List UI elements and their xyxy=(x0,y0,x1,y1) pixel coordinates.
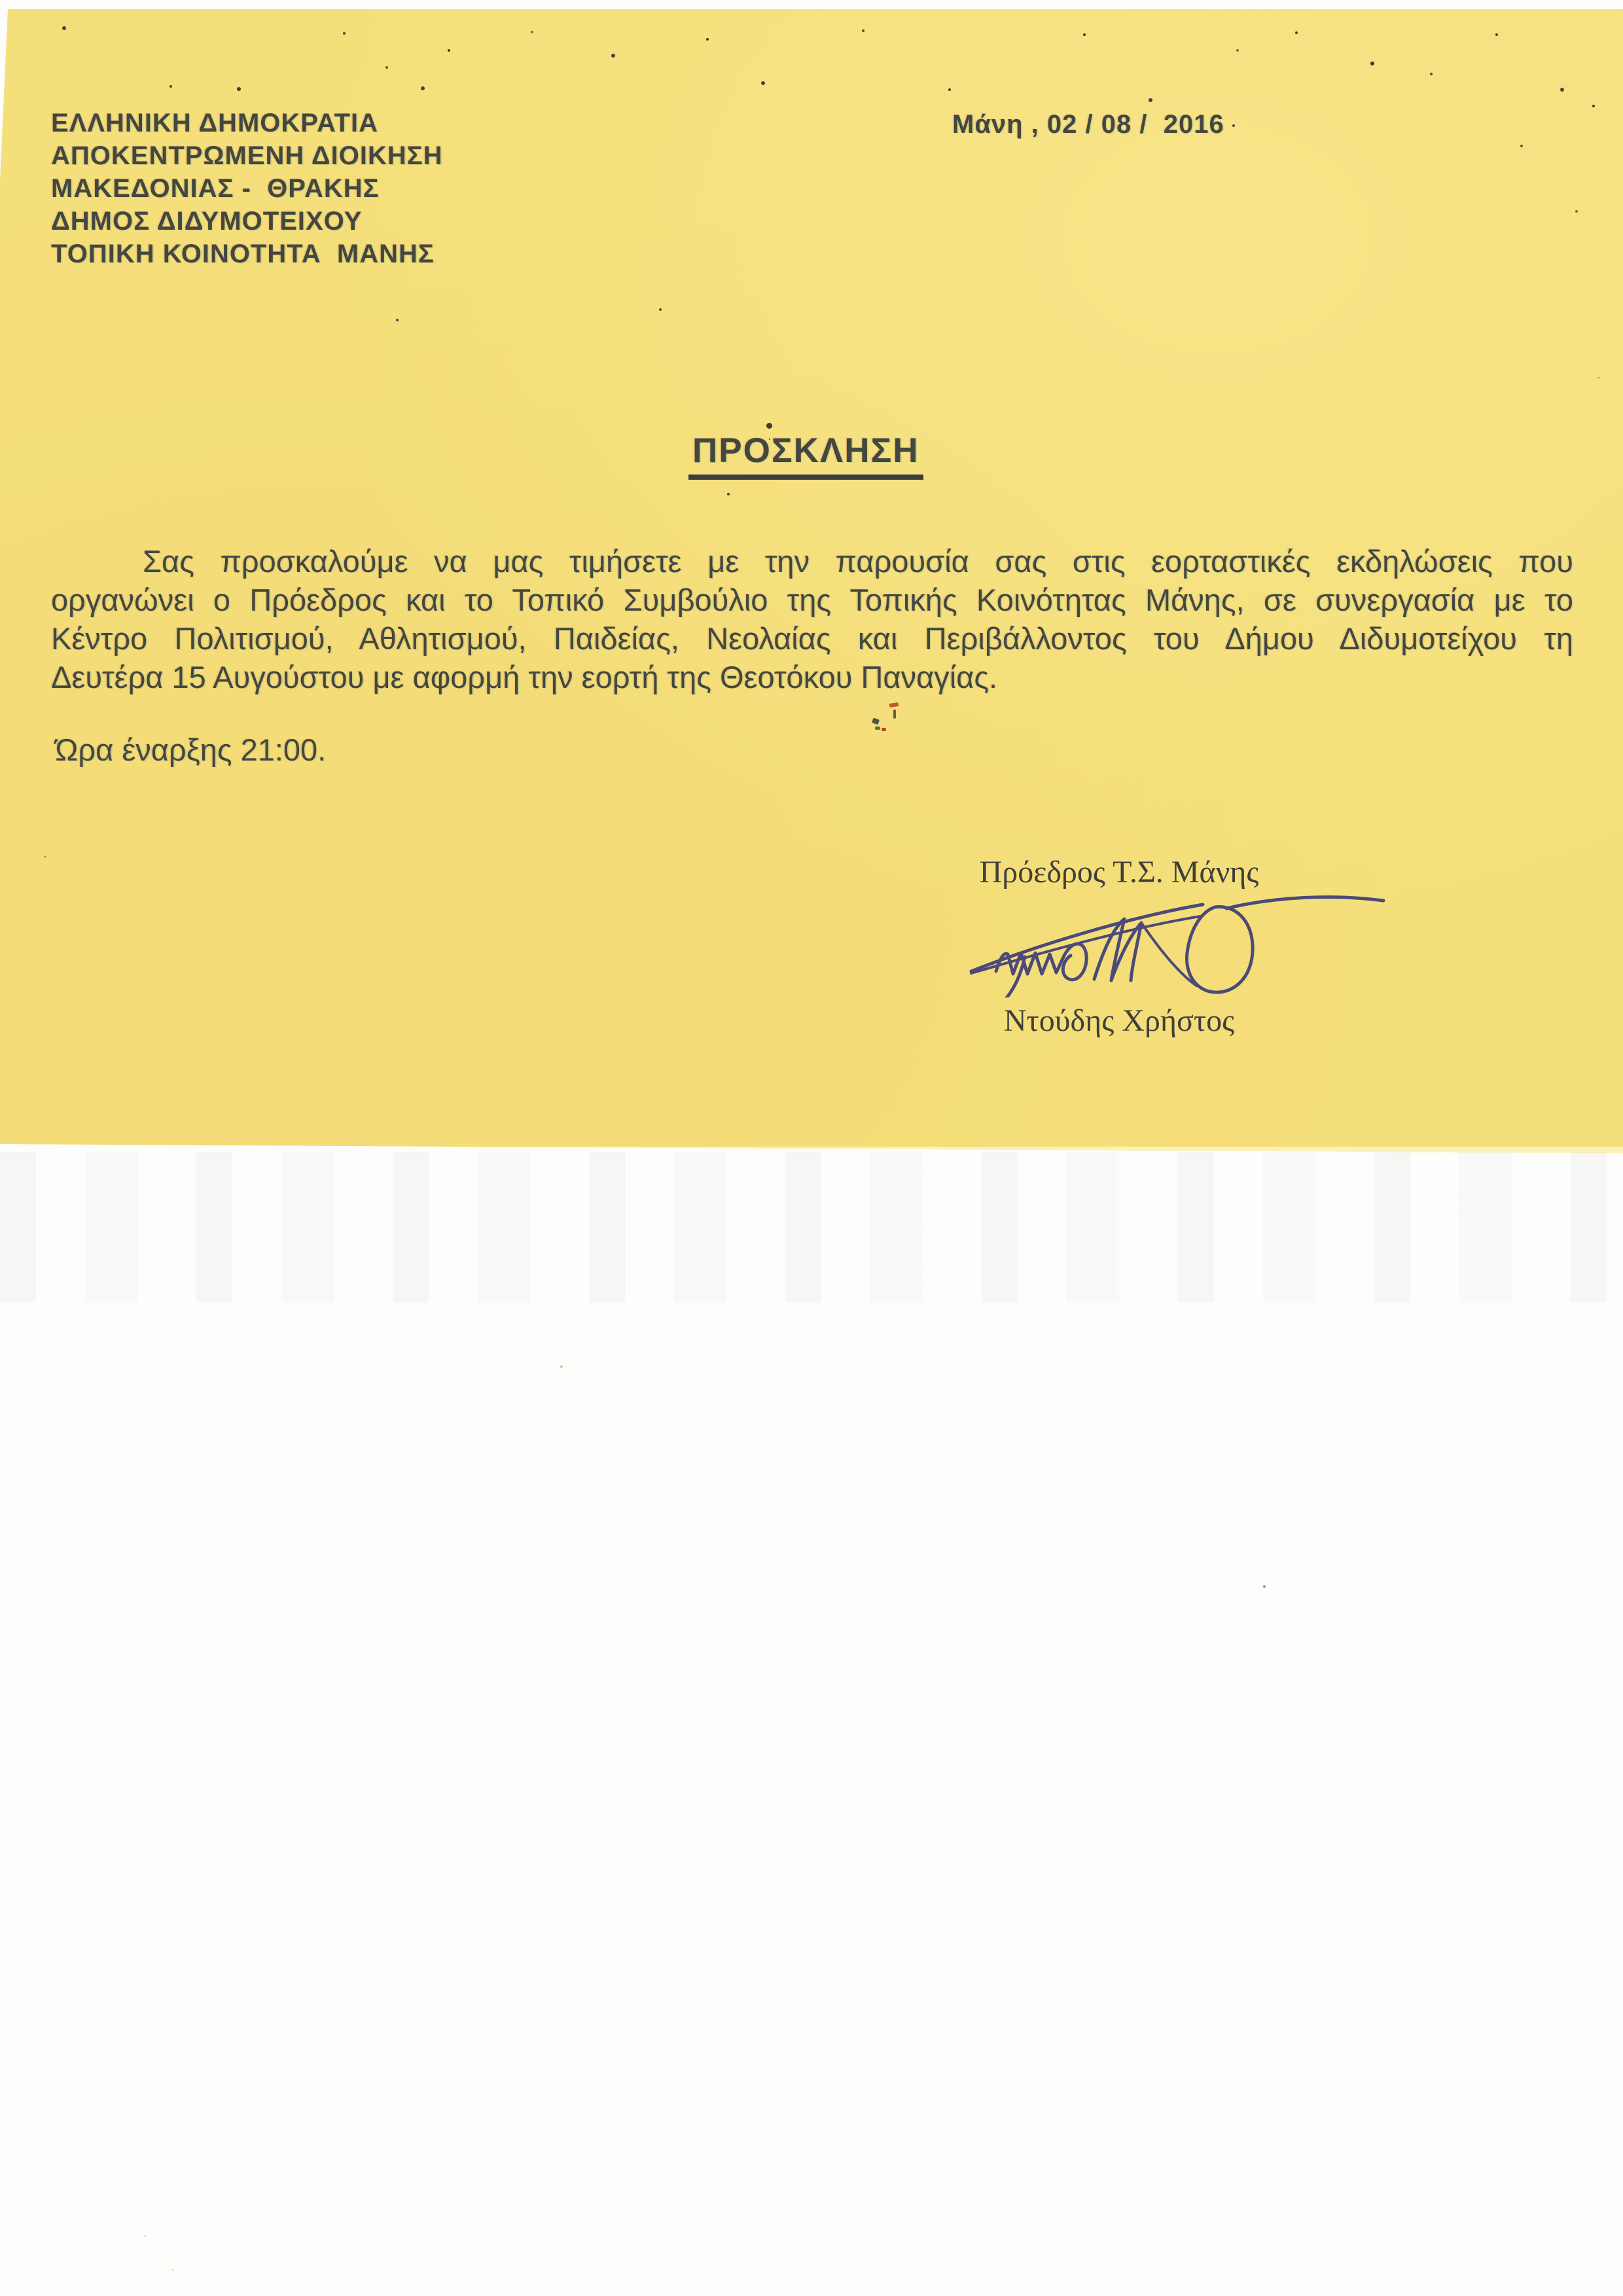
scan-noise xyxy=(560,1365,563,1368)
letterhead-line-municipality: ΔΗΜΟΣ ΔΙΔΥΜΟΤΕΙΧΟΥ xyxy=(51,207,363,236)
scan-speck xyxy=(766,423,772,429)
time-note: Ώρα έναρξης 21:00. xyxy=(55,732,327,767)
letterhead-line-community: ΤΟΠΙΚΗ ΚΟΙΝΟΤΗΤΑ ΜΑΝΗΣ xyxy=(51,240,435,268)
signature-scribble-icon xyxy=(962,888,1387,997)
letterhead-line-republic: ΕΛΛΗΝΙΚΗ ΔΗΜΟΚΡΑΤΙΑ xyxy=(51,109,378,137)
letter-title: ΠΡΟΣΚΛΗΣΗ xyxy=(688,431,923,480)
body-line: Κέντρο Πολιτισμού, Αθλητισμού, Παιδείας, Νεολαίας και Περιβάλλοντος του Δήμου Διδυμοτείχου τη xyxy=(51,621,1573,656)
body-paragraph xyxy=(51,542,1573,696)
letterhead xyxy=(51,107,443,270)
dateline: Μάνη , 02 / 08 / 2016 xyxy=(952,110,1224,139)
letterhead-line-region: ΜΑΚΕΔΟΝΙΑΣ - ΘΡΑΚΗΣ xyxy=(51,174,380,203)
signature-name: Ντούδης Χρήστος xyxy=(1003,1003,1235,1038)
body-line: Δευτέρα 15 Αυγούστου με αφορμή την εορτή της Θεοτόκου Παναγίας. xyxy=(51,660,998,694)
body-line: Σας προσκαλούμε να μας τιμήσετε με την παρουσία σας στις εορταστικές εκδηλώσεις που xyxy=(143,544,1573,579)
body-line: οργανώνει ο Πρόεδρος και το Τοπικό Συμβούλιο της Τοπικής Κοινότητας Μάνης, σε συνεργασία με το xyxy=(51,583,1573,617)
scanner-streaks xyxy=(0,1152,1623,1302)
scan-artifact xyxy=(867,699,906,736)
letterhead-line-administration: ΑΠΟΚΕΝΤΡΩΜΕΝΗ ΔΙΟΙΚΗΣΗ xyxy=(51,141,443,170)
scan-noise xyxy=(62,26,66,30)
signature-role: Πρόεδρος Τ.Σ. Μάνης xyxy=(979,855,1259,889)
